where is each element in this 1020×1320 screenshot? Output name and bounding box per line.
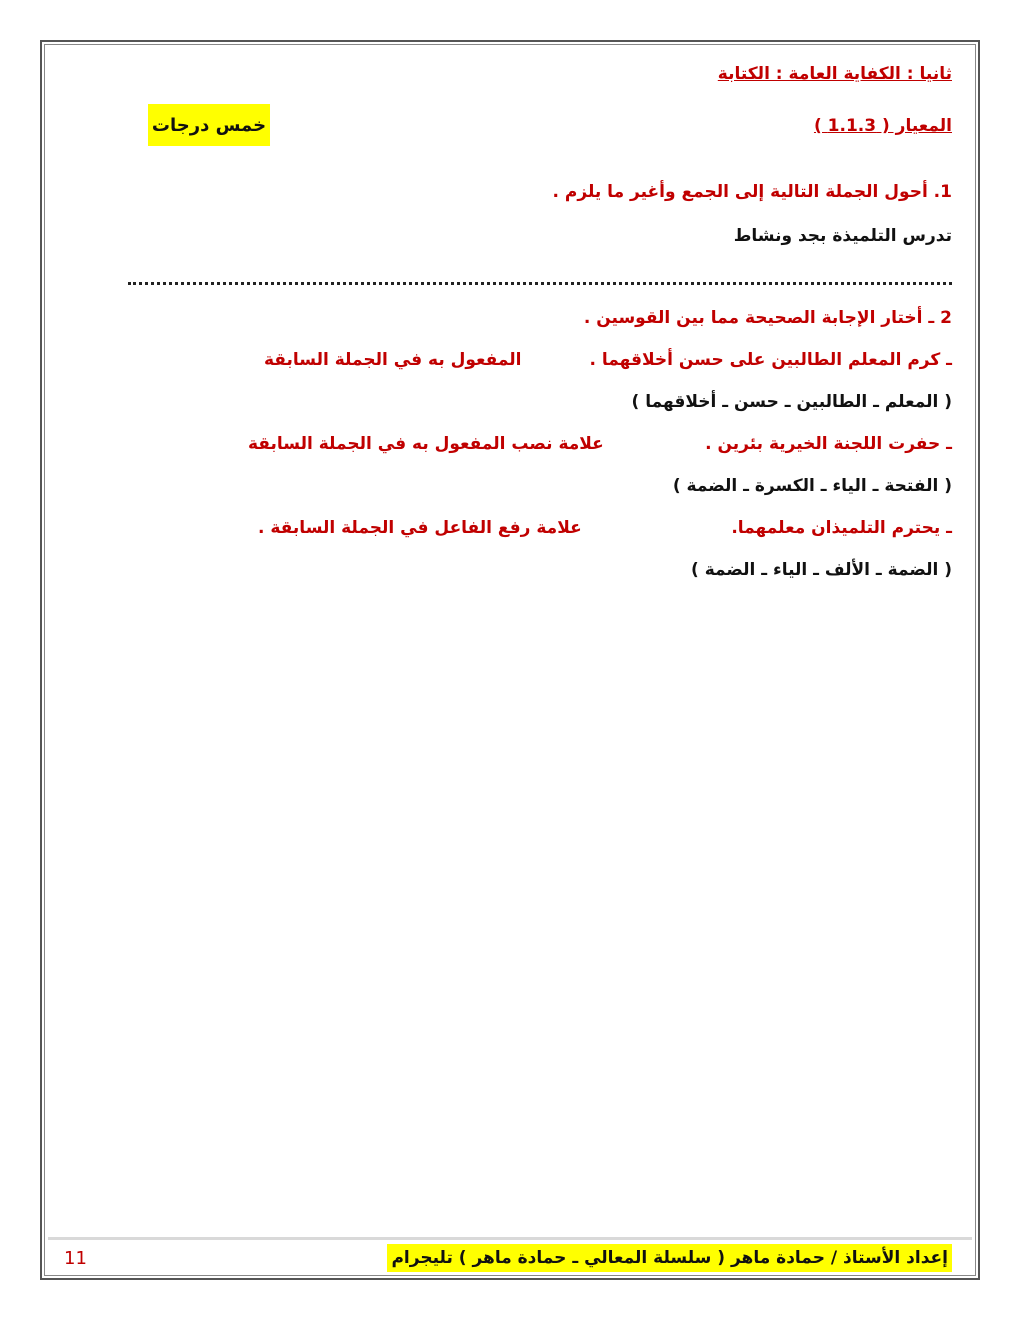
item-1-question: المفعول به في الجملة السابقة xyxy=(264,350,522,370)
item-1-sentence: ـ كرم المعلم الطالبين على حسن أخلاقهما . xyxy=(589,350,952,370)
page-number: 11 xyxy=(64,1248,87,1269)
item-2-question: علامة نصب المفعول به في الجملة السابقة xyxy=(248,434,604,454)
item-1-options: ( المعلم ـ الطالبين ـ حسن ـ أخلاقهما ) xyxy=(631,392,952,412)
question-1-prompt: 1. أحول الجملة التالية إلى الجمع وأغير ما يلزم . xyxy=(552,182,952,202)
item-3-question: علامة رفع الفاعل في الجملة السابقة . xyxy=(258,518,582,538)
item-3-sentence: ـ يحترم التلميذان معلمهما. xyxy=(731,518,952,538)
item-2-sentence: ـ حفرت اللجنة الخيرية بئرين . xyxy=(705,434,952,454)
question-1-sentence: تدرس التلميذة بجد ونشاط xyxy=(733,226,952,246)
section-title: ثانيا : الكفاية العامة : الكتابة xyxy=(717,64,952,84)
answer-line xyxy=(128,272,952,285)
grade-badge: خمس درجات xyxy=(148,104,270,146)
question-2-prompt: 2 ـ أختار الإجابة الصحيحة مما بين القوسين . xyxy=(583,308,952,328)
footer-divider xyxy=(48,1237,972,1240)
item-3-options: ( الضمة ـ الألف ـ الياء ـ الضمة ) xyxy=(691,560,952,580)
item-2-options: ( الفتحة ـ الياء ـ الكسرة ـ الضمة ) xyxy=(672,476,952,496)
criterion-label: المعيار ( 1.1.3 ) xyxy=(813,116,952,136)
footer-credit: إعداد الأستاذ / حمادة ماهر ( سلسلة المعالي ـ حمادة ماهر ) تليجرام xyxy=(387,1244,952,1272)
